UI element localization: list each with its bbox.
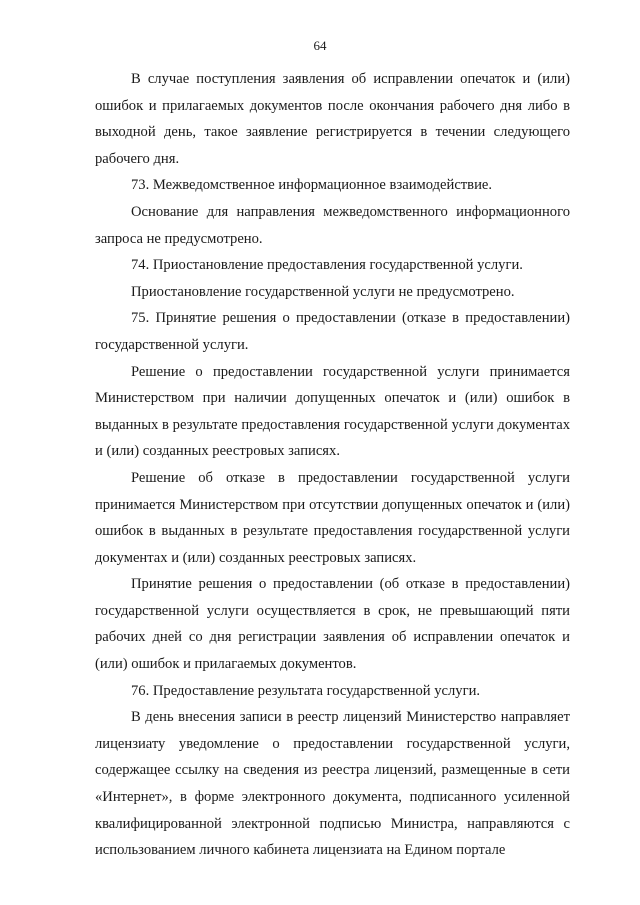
section-heading-74: 74. Приостановление предоставления государственной услуги. — [131, 257, 523, 274]
paragraph-decision-deadline: Принятие решения о предоставлении (об отказе в предоставлении) государственной услуги осуществляется в срок, не превышающий пяти рабочих дней со дня регистрации заявления об исправлении опечаток и (или) ошибок и прилагаемых документов. — [95, 576, 570, 673]
section-heading-75: 75. Принятие решения о предоставлении (отказе в предоставлении) государственной услуги. — [95, 310, 570, 353]
paragraph-late-application: В случае поступления заявления об исправлении опечаток и (или) ошибок и прилагаемых документов после окончания рабочего дня либо в выходной день, такое заявление регистрируется в течении следующего рабочего дня. — [95, 71, 570, 167]
page-number: 64 — [313, 38, 327, 53]
document-body — [95, 66, 570, 864]
paragraph-result-delivery: В день внесения записи в реестр лицензий Министерство направляет лицензиату уведомление о предоставлении государственной услуги, содержащее ссылку на сведения из реестра лицензий, размещенные в сети «Интернет», в форме электронного документа, подписанного усиленной квалифицированной электронной подписью Министра, направляются с использованием личного кабинета лицензиата на Едином портале — [95, 709, 570, 859]
paragraph-suspension: Приостановление государственной услуги не предусмотрено. — [131, 283, 515, 300]
paragraph-decision-refusal: Решение об отказе в предоставлении государственной услуги принимается Министерством при отсутствии допущенных опечаток и (или) ошибок в выданных в результате предоставления государственной услуги документах и (или) созданных реестровых записях. — [95, 469, 570, 566]
paragraph-interagency-request: Основание для направления межведомственного информационного запроса не предусмотрено. — [95, 203, 570, 247]
section-heading-73: 73. Межведомственное информационное взаимодействие. — [131, 177, 493, 194]
paragraph-decision-grant: Решение о предоставлении государственной услуги принимается Министерством при наличии допущенных опечаток и (или) ошибок в выданных в результате предоставления государственной услуги документах и (или) созданных реестровых записях. — [95, 363, 570, 460]
section-heading-76: 76. Предоставление результата государственной услуги. — [131, 682, 481, 699]
